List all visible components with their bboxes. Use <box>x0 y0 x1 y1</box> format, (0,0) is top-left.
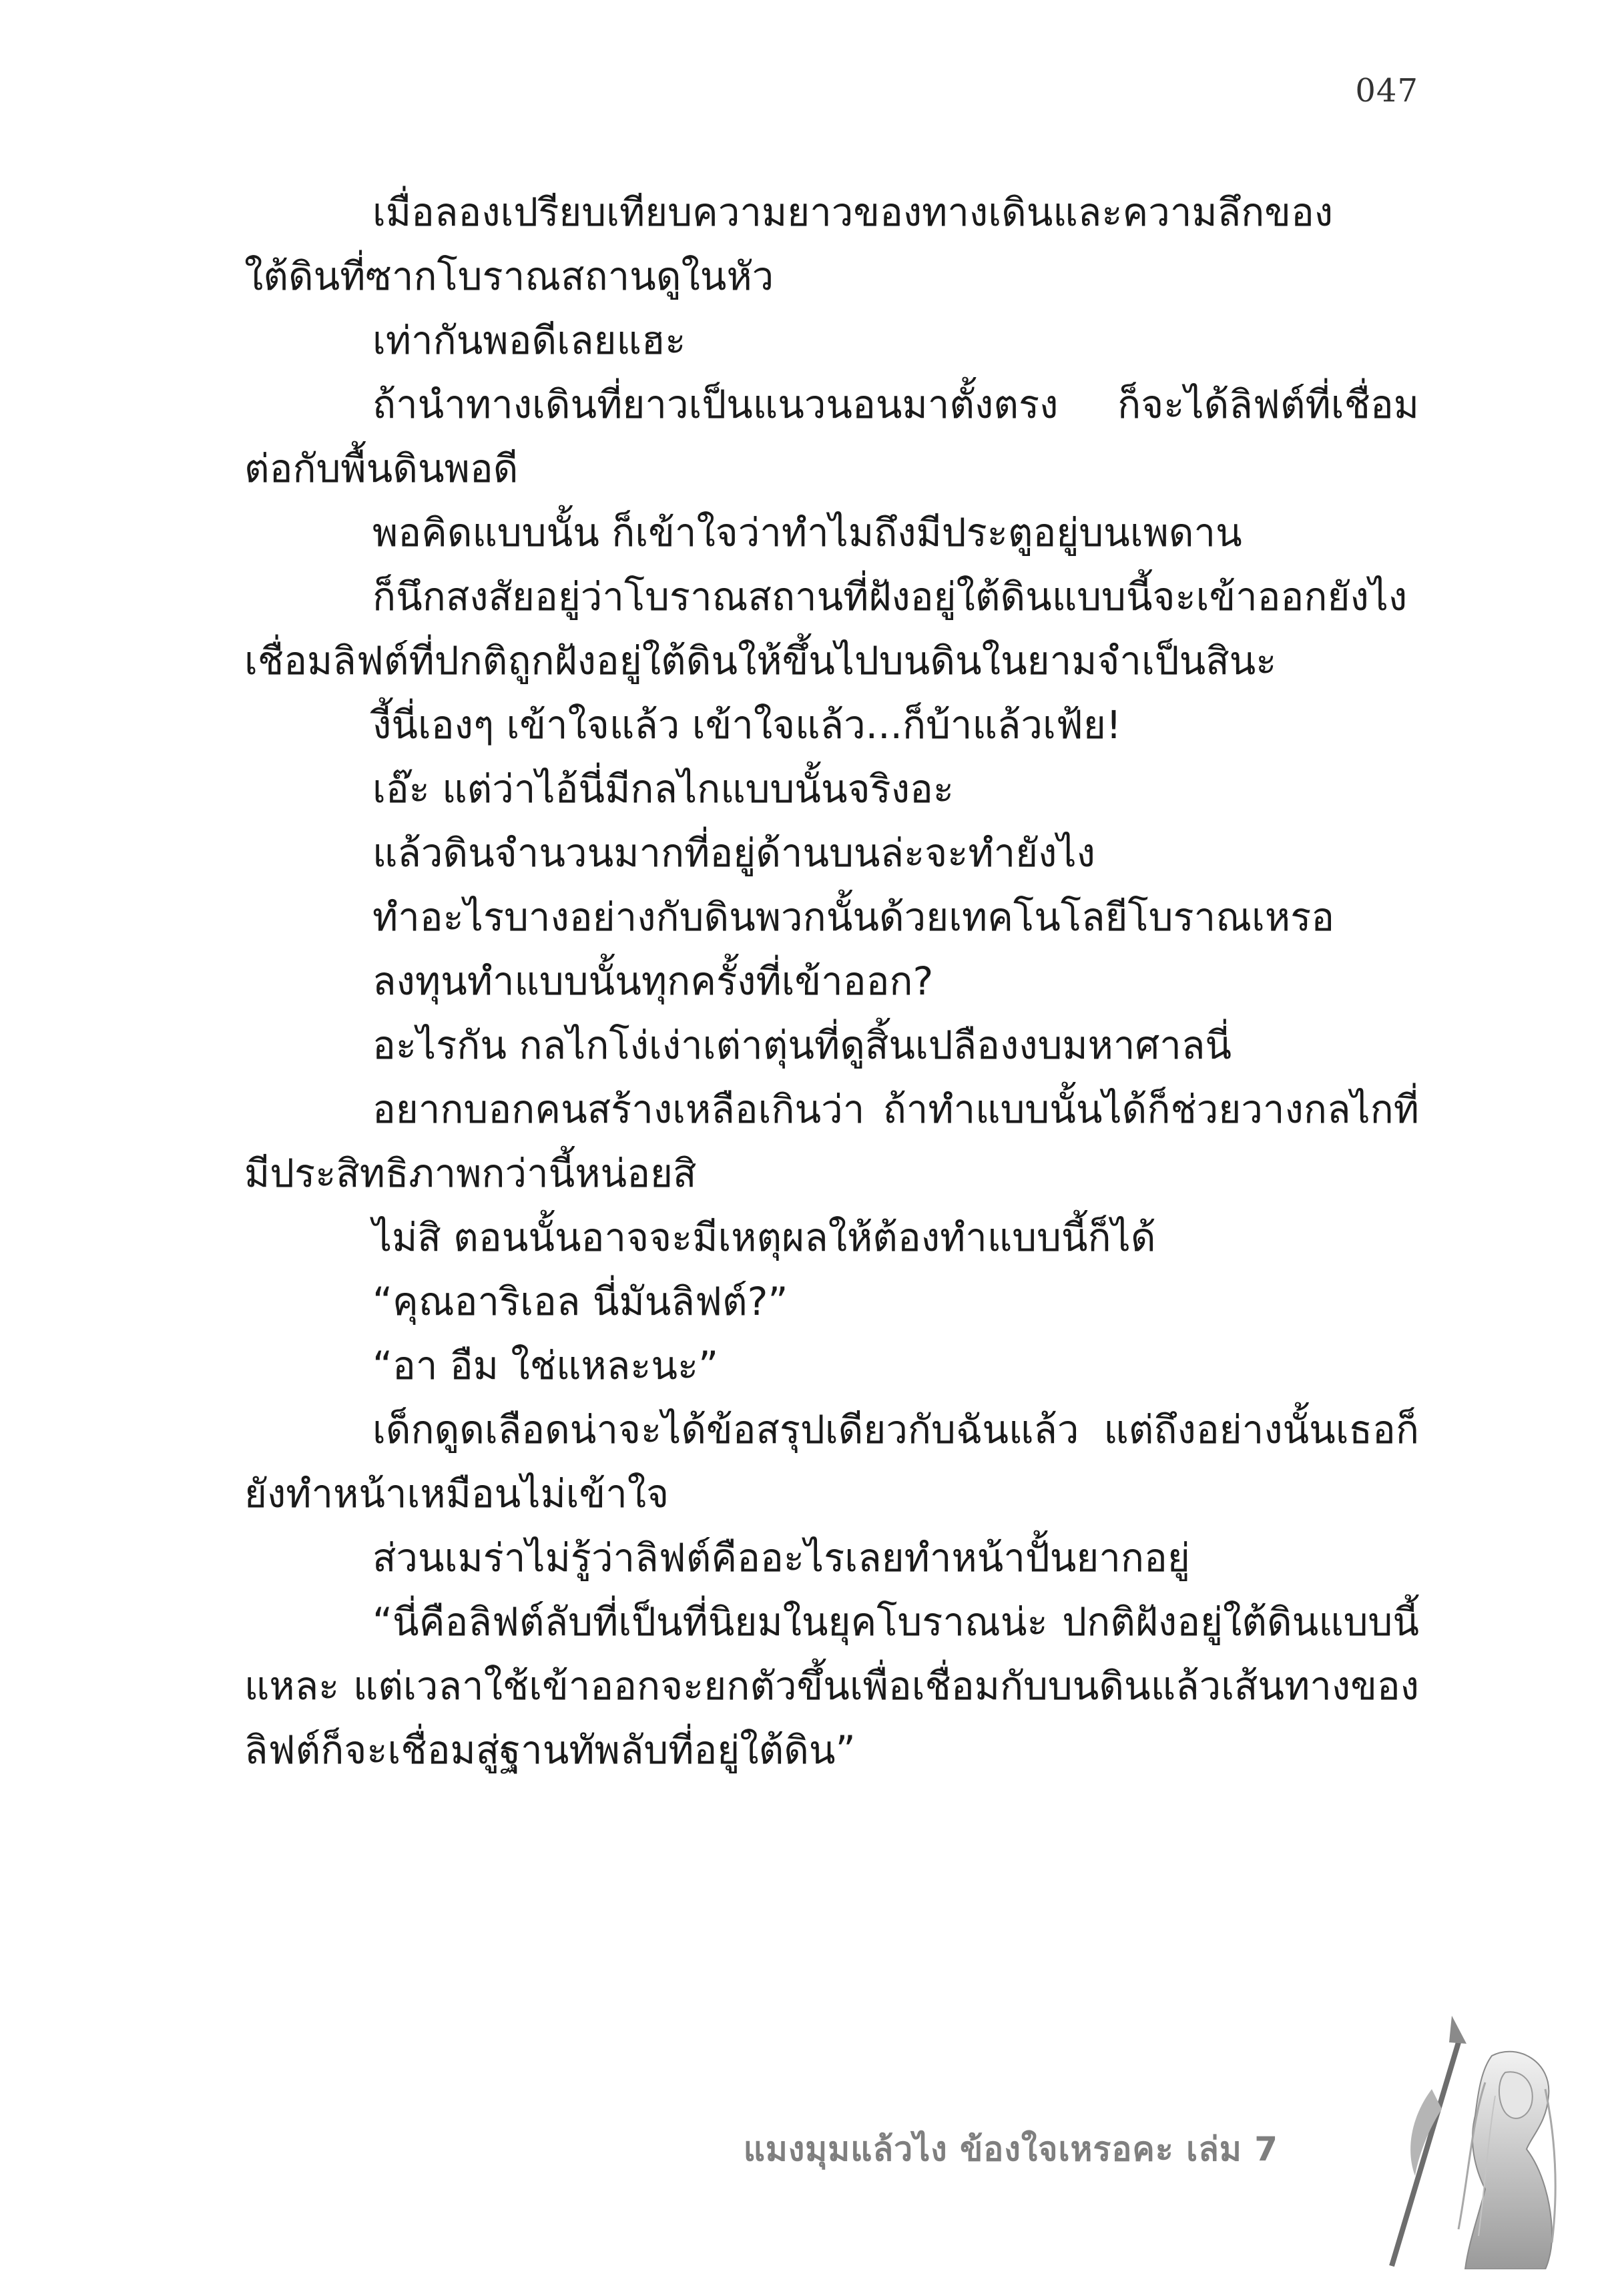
book-title-footer: แมงมุมแล้วไง ข้องใจเหรอคะ เล่ม 7 <box>743 2130 1278 2169</box>
paragraph: พอคิดแบบนั้น ก็เข้าใจว่าทำไมถึงมีประตูอยู่บนเพดาน <box>372 510 1242 555</box>
body-text <box>244 180 1419 1782</box>
paragraph: เมื่อลองเปรียบเทียบความยาวของทางเดินและความลึกของใต้ดินที่ซากโบราณสถานดูในหัว <box>244 190 1334 299</box>
paragraph: ส่วนเมร่าไม่รู้ว่าลิฟต์คืออะไรเลยทำหน้าปั้นยากอยู่ <box>372 1535 1190 1581</box>
paragraph: ทำอะไรบางอย่างกับดินพวกนั้นด้วยเทคโนโลยีโบราณเหรอ <box>372 894 1335 940</box>
paragraph: “อา อืม ใช่แหละนะ” <box>372 1343 719 1388</box>
paragraph: ถ้านำทางเดินที่ยาวเป็นแนวนอนมาตั้งตรง ก็จะได้ลิฟต์ที่เชื่อมต่อกับพื้นดินพอดี <box>244 382 1419 491</box>
paragraph: ลงทุนทำแบบนั้นทุกครั้งที่เข้าออก? <box>372 958 934 1004</box>
paragraph: อะไรกัน กลไกโง่เง่าเต่าตุ่นที่ดูสิ้นเปลืองงบมหาศาลนี่ <box>372 1023 1232 1068</box>
paragraph: เด็กดูดเลือดน่าจะได้ข้อสรุปเดียวกับฉันแล้ว แต่ถึงอย่างนั้นเธอก็ยังทำหน้าเหมือนไม่เข้าใจ <box>244 1407 1419 1516</box>
paragraph: ก็นึกสงสัยอยู่ว่าโบราณสถานที่ฝังอยู่ใต้ดินแบบนี้จะเข้าออกยังไง เชื่อมลิฟต์ที่ปกติถูกฝังอยู่ใต้ดินให้ขึ้นไปบนดินในยามจำเป็นสินะ <box>244 574 1408 683</box>
paragraph: อยากบอกคนสร้างเหลือเกินว่า ถ้าทำแบบนั้นได้ก็ช่วยวางกลไกที่มีประสิทธิภาพกว่านี้หน่อยสิ <box>244 1087 1419 1196</box>
character-illustration <box>1352 2016 1572 2269</box>
paragraph: งี้นี่เองๆ เข้าใจแล้ว เข้าใจแล้ว...ก็บ้าแล้วเฟ้ย! <box>372 702 1122 748</box>
paragraph: เอ๊ะ แต่ว่าไอ้นี่มีกลไกแบบนั้นจริงอะ <box>372 766 955 812</box>
paragraph: “คุณอาริเอล นี่มันลิฟต์?” <box>372 1279 788 1324</box>
paragraph: เท่ากันพอดีเลยแฮะ <box>372 318 686 363</box>
paragraph: “นี่คือลิฟต์ลับที่เป็นที่นิยมในยุคโบราณน่ะ ปกติฝังอยู่ใต้ดินแบบนี้แหละ แต่เวลาใช้เข้าออกจะยกตัวขึ้นเพื่อเชื่อมกับบนดินแล้วเส้นทางของลิฟต์ก็จะเชื่อมสู่ฐานทัพลับที่อยู่ใต้ดิน” <box>244 1599 1419 1773</box>
paragraph: แล้วดินจำนวนมากที่อยู่ด้านบนล่ะจะทำยังไง <box>372 830 1095 876</box>
page-number: 047 <box>1355 72 1418 109</box>
paragraph: ไม่สิ ตอนนั้นอาจจะมีเหตุผลให้ต้องทำแบบนี้ก็ได้ <box>372 1215 1156 1260</box>
